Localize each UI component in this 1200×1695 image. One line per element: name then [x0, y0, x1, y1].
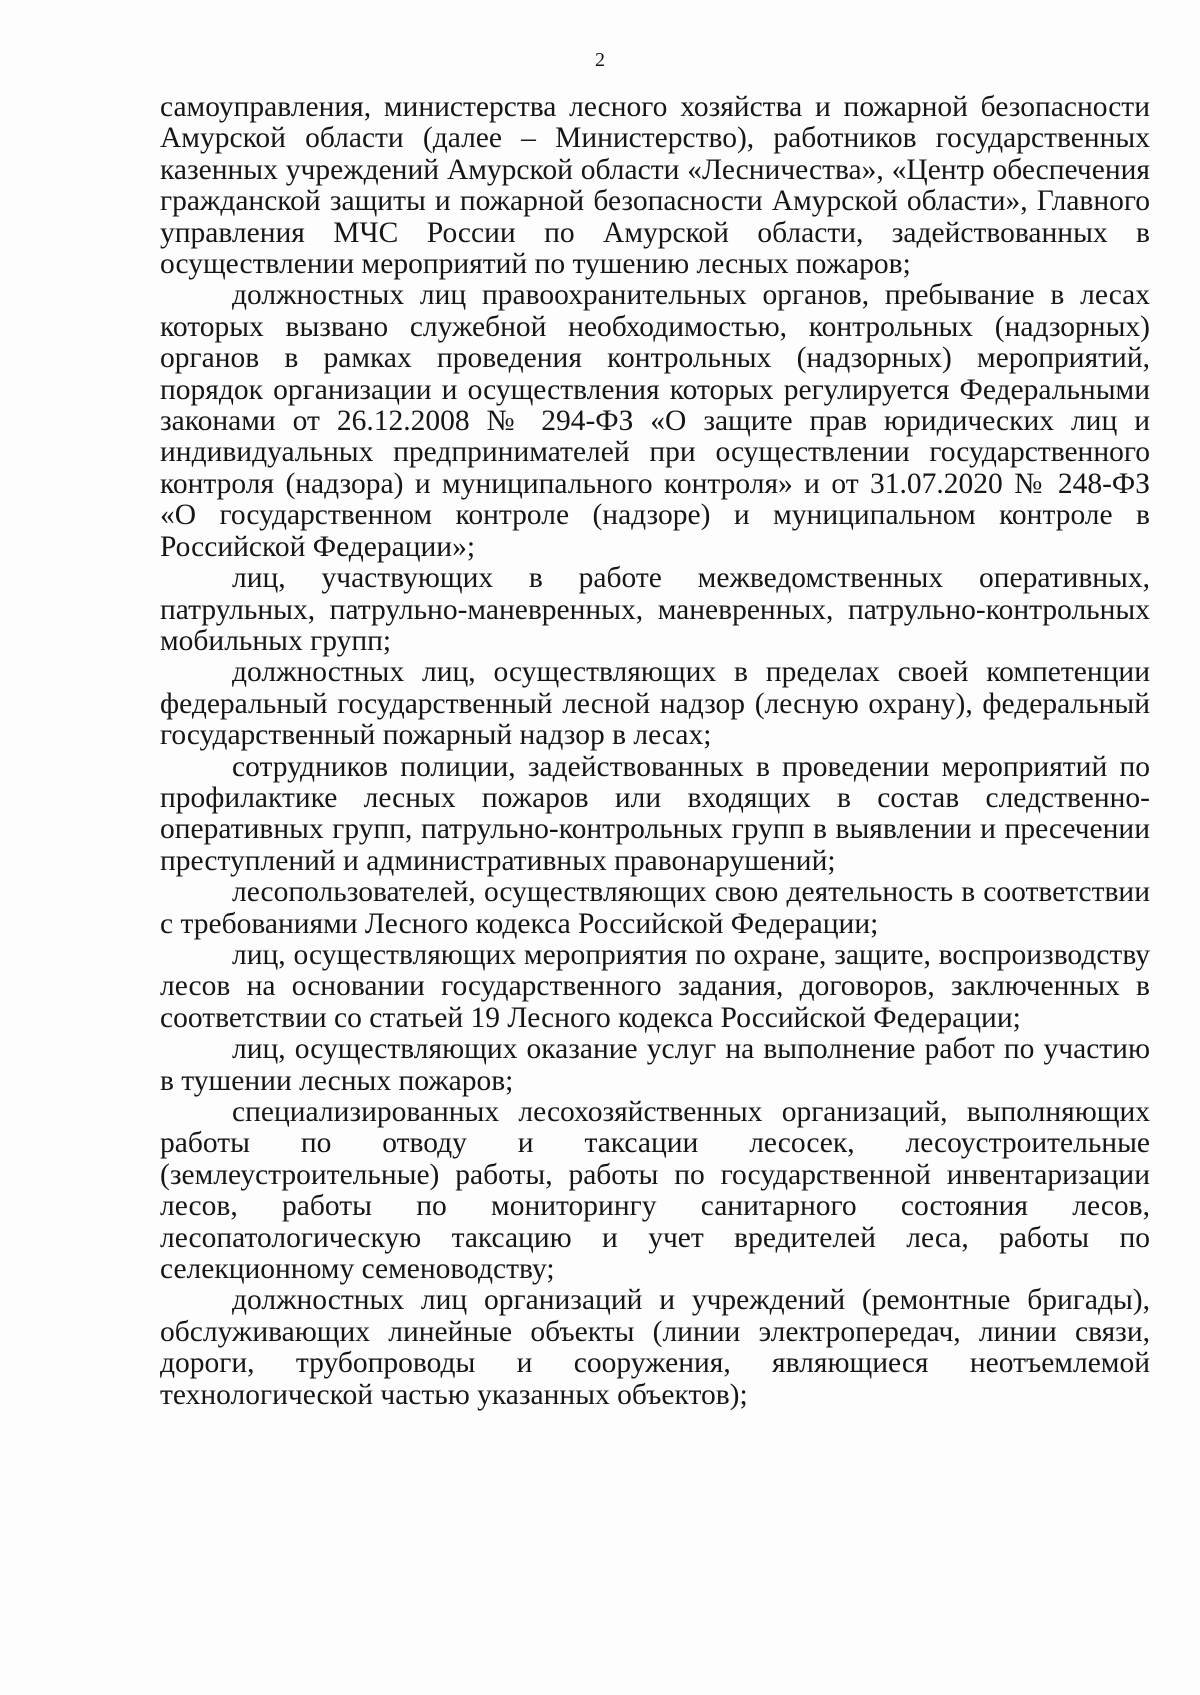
paragraph-firefighting-service-providers: лиц, осуществляющих оказание услуг на выполнение работ по участию в тушении лесных пожаров;: [160, 1033, 1150, 1097]
paragraph-mobile-groups: лиц, участвующих в работе межведомственных оперативных, патрульных, патрульно-маневренных, маневренных, патрульно-контрольных мобильных групп;: [160, 562, 1150, 657]
paragraph-forest-users: лесопользователей, осуществляющих свою деятельность в соответствии с требованиями Лесного кодекса Российской Федерации;: [160, 876, 1150, 940]
document-body: [160, 92, 1150, 1411]
paragraph-specialized-organizations: специализированных лесохозяйственных организаций, выполняющих работы по отводу и таксации лесосек, лесоустроительные (землеустроительные) работы, работы по государственной инвентаризации лесов, работы по мониторингу санитарного состояния лесов, лесопатологическую таксацию и учет вредителей леса, работы по селекционному семеноводству;: [160, 1096, 1150, 1286]
paragraph-police-officers: сотрудников полиции, задействованных в проведении мероприятий по профилактике лесных пожаров или входящих в состав следственно-оперативных групп, патрульно-контрольных групп в выявлении и пресечении преступлений и административных правонарушений;: [160, 750, 1150, 877]
paragraph-linear-objects-maintenance: должностных лиц организаций и учреждений (ремонтные бригады), обслуживающих линейные объекты (линии электропередач, линии связи, дороги, трубопроводы и сооружения, являющиеся неотъемлемой технологической частью указанных объектов);: [160, 1284, 1150, 1411]
paragraph-continuation: самоуправления, министерства лесного хозяйства и пожарной безопасности Амурской области (далее – Министерство), работников государственных казенных учреждений Амурской области «Лесничества», «Центр обеспечения гражданской защиты и пожарной безопасности Амурской области», Главного управления МЧС России по Амурской области, задействованных в осуществлении мероприятий по тушению лесных пожаров;: [160, 91, 1150, 281]
paragraph-law-enforcement-officials: должностных лиц правоохранительных органов, пребывание в лесах которых вызвано служебной необходимостью, контрольных (надзорных) органов в рамках проведения контрольных (надзорных) мероприятий, порядок организации и осуществления которых регулируется Федеральными законами от 26.12.2008 № 294-ФЗ «О защите прав юридических лиц и индивидуальных предпринимателей при осуществлении государственного контроля (надзора) и муниципального контроля» и от 31.07.2020 № 248-ФЗ «О государственном контроле (надзоре) и муниципальном контроле в Российской Федерации»;: [160, 279, 1150, 563]
paragraph-forest-protection-persons: лиц, осуществляющих мероприятия по охране, защите, воспроизводству лесов на основании государственного задания, договоров, заключенных в соответствии со статьей 19 Лесного кодекса Российской Федерации;: [160, 938, 1150, 1034]
page-number: 2: [595, 49, 605, 71]
paragraph-forest-supervision-officials: должностных лиц, осуществляющих в пределах своей компетенции федеральный государственный лесной надзор (лесную охрану), федеральный государственный пожарный надзор в лесах;: [160, 656, 1150, 752]
